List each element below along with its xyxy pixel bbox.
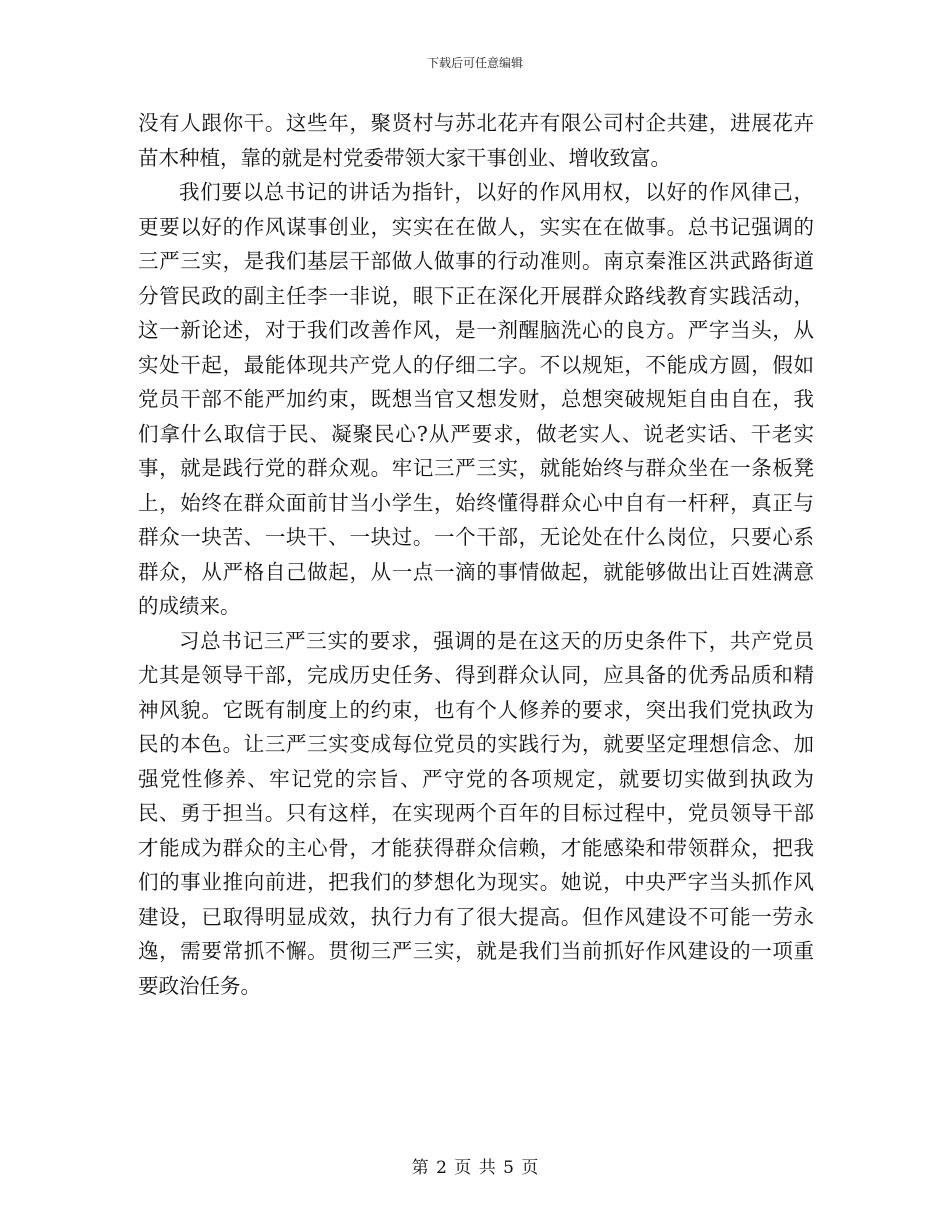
paragraph: 我们要以总书记的讲话为指针，以好的作风用权，以好的作风律己，更要以好的作风谋事创业，实实在在做人，实实在在做事。总书记强调的三严三实，是我们基层干部做人做事的行动准则。南京秦淮区洪武路街道分管民政的副主任李一非说，眼下正在深化开展群众路线教育实践活动，这一新论述，对于我们改善作风，是一剂醒脑洗心的良方。严字当头，从实处干起，最能体现共产党人的仔细二字。不以规矩，不能成方圆，假如党员干部不能严加约束，既想当官又想发财，总想突破规矩自由自在，我们拿什么取信于民、凝聚民心?从严要求，做老实人、说老实话、干老实事，就是践行党的群众观。牢记三严三实，就能始终与群众坐在一条板凳上，始终在群众面前甘当小学生，始终懂得群众心中自有一杆秤，真正与群众一块苦、一块干、一块过。一个干部，无论处在什么岗位，只要心系群众，从严格自己做起，从一点一滴的事情做起，就能够做出让百姓满意的成绩来。	[138, 180, 814, 618]
document-body	[138, 106, 814, 1003]
page-number-footer: 第 2 页 共 5 页	[411, 1158, 539, 1178]
page-header: 下载后可任意编辑	[426, 56, 523, 70]
paragraph-continued: 没有人跟你干。这些年，聚贤村与苏北花卉有限公司村企共建，进展花卉苗木种植，靠的就是村党委带领大家干事创业、增收致富。	[138, 111, 814, 170]
paragraph: 习总书记三严三实的要求，强调的是在这天的历史条件下，共产党员尤其是领导干部，完成历史任务、得到群众认同，应具备的优秀品质和精神风貌。它既有制度上的约束，也有个人修养的要求，突出我们党执政为民的本色。让三严三实变成每位党员的实践行为，就要坚定理想信念、加强党性修养、牢记党的宗旨、严守党的各项规定，就要切实做到执政为民、勇于担当。只有这样，在实现两个百年的目标过程中，党员领导干部才能成为群众的主心骨，才能获得群众信赖，才能感染和带领群众，把我们的事业推向前进，把我们的梦想化为现实。她说，中央严字当头抓作风建设，已取得明显成效，执行力有了很大提高。但作风建设不可能一劳永逸，需要常抓不懈。贯彻三严三实，就是我们当前抓好作风建设的一项重要政治任务。	[138, 628, 814, 998]
